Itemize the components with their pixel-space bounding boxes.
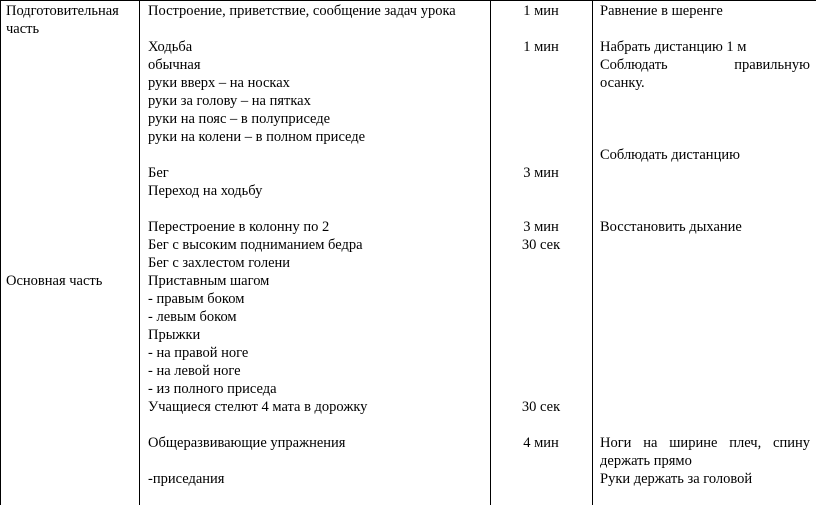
exercise-item: руки на пояс – в полуприседе: [148, 111, 331, 127]
note-text: Восстановить дыхание: [600, 219, 742, 235]
duration-value: 4 мин: [523, 435, 559, 451]
exercise-item: руки на колени – в полном приседе: [148, 129, 366, 145]
exercise-item: Прыжки: [148, 327, 201, 343]
note-word: ширине: [669, 435, 718, 451]
note-line-justified: [600, 434, 810, 452]
exercise-item: - правым боком: [148, 291, 245, 307]
note-text: Набрать дистанцию 1 м: [600, 39, 747, 55]
column-divider-2: [490, 0, 491, 505]
exercise-item: - на левой ноге: [148, 363, 241, 379]
note-word: плеч,: [729, 435, 762, 451]
duration-value: 30 сек: [521, 399, 561, 415]
duration-value: 3 мин: [523, 165, 559, 181]
table-border-left: [0, 0, 1, 505]
duration-value: 3 мин: [523, 219, 559, 235]
note-word: правильную: [734, 57, 810, 73]
exercise-item: Бег: [148, 165, 169, 181]
note-text: Руки держать за головой: [600, 471, 753, 487]
exercise-item: Бег с высоким подниманием бедра: [148, 237, 363, 253]
column-divider-3: [592, 0, 593, 505]
column-divider-1: [139, 0, 140, 505]
section-prep-label: Подготовительная: [6, 3, 119, 19]
note-text: Равнение в шеренге: [600, 3, 723, 19]
exercise-item: Общеразвивающие упражнения: [148, 435, 346, 451]
section-main-label: Основная часть: [6, 273, 103, 289]
exercise-item: Учащиеся стелют 4 мата в дорожку: [148, 399, 368, 415]
duration-value: 1 мин: [523, 39, 559, 55]
exercise-item: руки за голову – на пятках: [148, 93, 311, 109]
note-word: на: [643, 435, 658, 451]
exercise-item: Бег с захлестом голени: [148, 255, 291, 271]
note-word: спину: [773, 435, 810, 451]
exercise-item: -приседания: [148, 471, 225, 487]
exercise-item: Построение, приветствие, сообщение задач урока: [148, 3, 456, 19]
exercise-item: - левым боком: [148, 309, 237, 325]
exercise-item: Переход на ходьбу: [148, 183, 263, 199]
note-word: Соблюдать: [600, 57, 668, 73]
exercise-item: Перестроение в колонну по 2: [148, 219, 330, 235]
exercise-item: Ходьба: [148, 39, 193, 55]
note-line-justified: [600, 56, 810, 74]
exercise-item: руки вверх – на носках: [148, 75, 290, 91]
exercise-item: - из полного приседа: [148, 381, 277, 397]
exercise-item: Приставным шагом: [148, 273, 270, 289]
table-border-top: [0, 0, 816, 1]
note-word: Ноги: [600, 435, 632, 451]
exercise-item: обычная: [148, 57, 201, 73]
section-prep-label-2: часть: [6, 21, 40, 37]
duration-value: 1 мин: [523, 3, 559, 19]
exercise-item: - на правой ноге: [148, 345, 249, 361]
note-text: держать прямо: [600, 453, 692, 469]
note-text: Соблюдать дистанцию: [600, 147, 740, 163]
note-text: осанку.: [600, 75, 645, 91]
duration-value: 30 сек: [521, 237, 561, 253]
